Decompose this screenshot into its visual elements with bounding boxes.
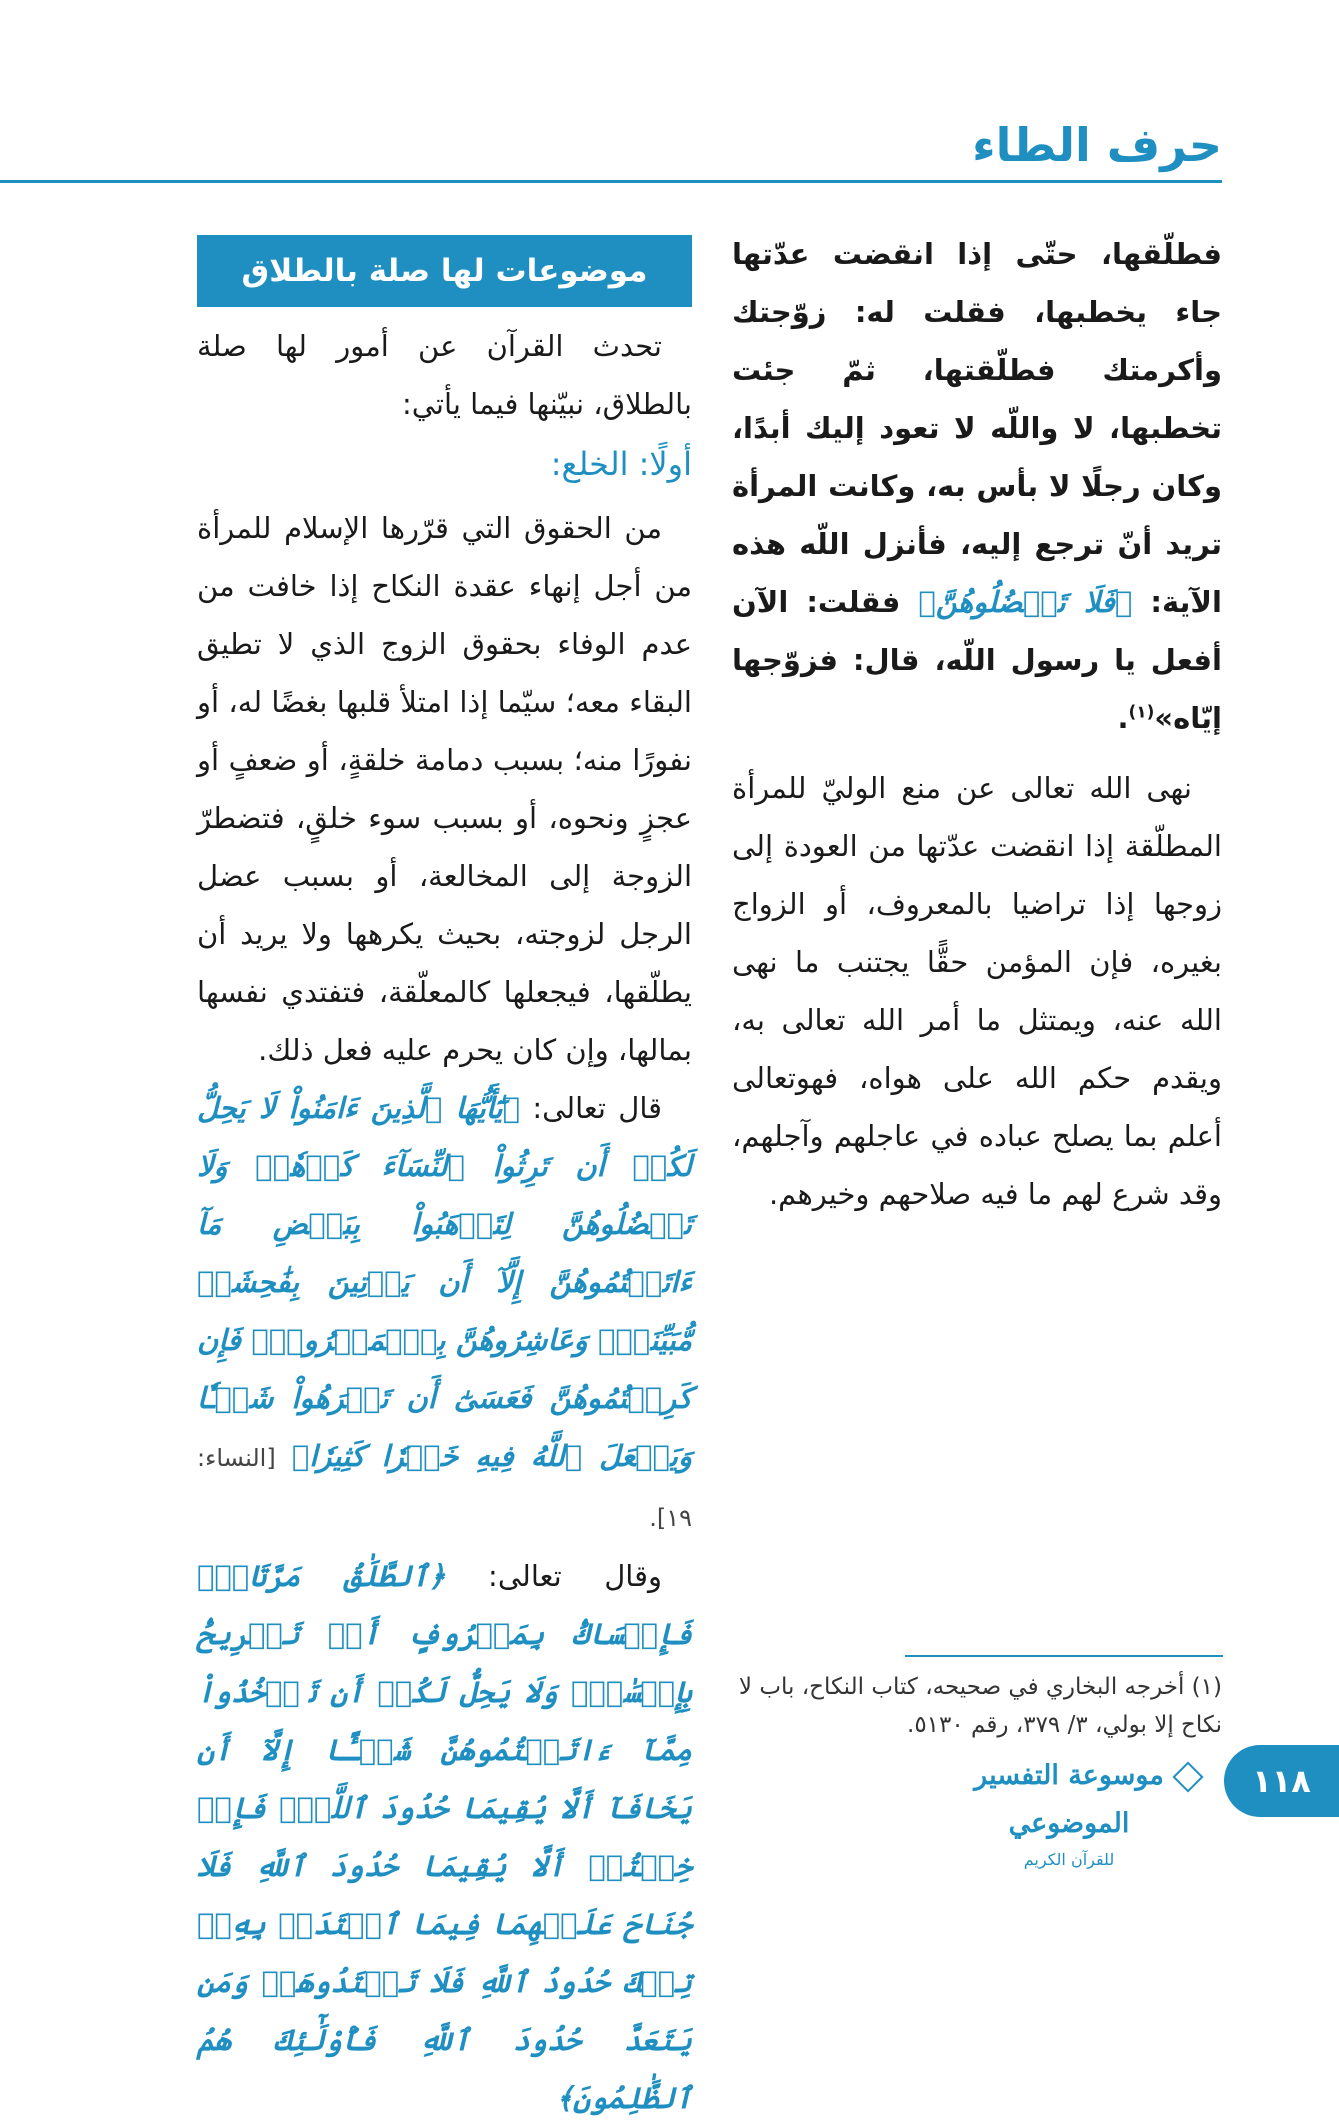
header-divider — [0, 180, 1222, 183]
logo-subtitle: للقرآن الكريم — [1023, 1850, 1115, 1869]
chapter-title: حرف الطاء — [972, 118, 1222, 172]
hadith-text-cont: فقلت: الآن أفعل يا رسول اللّه، قال: فزوّجها إيّاه» — [732, 585, 1222, 735]
khula-paragraph: من الحقوق التي قرّرها الإسلام للمرأة من أجل إنهاء عقدة النكاح إذا خافت من عدم الوفاء بحقوق الزوج الذي لا تطيق البقاء معه؛ سيّما إذا امتلأ قلبها بغضًا له، أو نفورًا منه؛ بسبب دمامة خلقةٍ، أو ضعفٍ أو عجزٍ ونحوه، أو بسبب سوء خلقٍ، فتضطرّ الزوجة إلى المخالعة، أو بسبب عضل الرجل لزوجته، بحيث يكرهها ولا يريد أن يطلّقها، فيجعلها كالمعلّقة، فتفتدي نفسها بمالها، وإن كان يحرم عليه فعل ذلك. — [197, 511, 692, 1067]
footnote-ref[interactable]: (١) — [1128, 702, 1155, 723]
verse-block-2 — [197, 1547, 692, 2127]
verse-reference-1: [النساء: ١٩]. — [197, 1444, 692, 1532]
page-number: ١١٨ — [1224, 1745, 1339, 1817]
logo-title: موسوعة التفسير الموضوعي — [974, 1760, 1164, 1839]
commentary-paragraph: نهى الله تعالى عن منع الوليّ للمرأة المطلّقة إذا انقضت عدّتها من العودة إلى زوجها إذا تراضيا بالمعروف، أو الزواج بغيره، فإن المؤمن حقًّا يجتنب ما نهى الله عنه، ويمتثل ما أمر الله تعالى به، ويقدم حكم الله على هواه، فهوتعالى أعلم بما يصلح عباده في عاجلهم وآجلهم، وقد شرع لهم ما فيه صلاحهم وخيرهم. — [732, 771, 1222, 1211]
intro-paragraph: تحدث القرآن عن أمور لها صلة بالطلاق، نبيّنها فيما يأتي: — [197, 329, 692, 421]
hadith-text: فطلّقها، حتّى إذا انقضت عدّتها جاء يخطبها، فقلت له: زوّجتك وأكرمتك فطلّقتها، ثمّ جئت تخطبها، لا واللّه لا تعود إليك أبدًا، وكان رجلًا لا بأس به، وكانت المرأة تريد أنّ ترجع إليه، فأنزل اللّه هذه الآية: — [732, 237, 1222, 619]
quran-verse-1: ﴿يَٰٓأَيُّهَا ٱلَّذِينَ ءَامَنُواْ لَا يَحِلُّ لَكُمۡ أَن تَرِثُواْ ٱلنِّسَآءَ كَرۡهٗاۖ وَلَا تَعۡضُلُوهُنَّ لِتَذۡهَبُواْ بِبَعۡضِ مَآ ءَاتَيۡتُمُوهُنَّ إِلَّآ أَن يَأۡتِينَ بِفَٰحِشَةٖ مُّبَيِّنَةٖۚ وَعَاشِرُوهُنَّ بِٱلۡمَعۡرُوفِۚ فَإِن كَرِهۡتُمُوهُنَّ فَعَسَىٰٓ أَن تَكۡرَهُواْ شَيۡـٔٗا وَيَجۡعَلَ ٱللَّهُ فِيهِ خَيۡرٗا كَثِيرٗا﴾ — [197, 1091, 692, 1473]
verse-intro-2: وقال تعالى: — [488, 1559, 663, 1593]
verse-intro-1: قال تعالى: — [532, 1091, 663, 1125]
right-column — [732, 225, 1222, 1223]
section-title: موضوعات لها صلة بالطلاق — [197, 235, 692, 307]
footnote: (١) أخرجه البخاري في صحيحه، كتاب النكاح، باب لا نكاح إلا بولي، ٣/ ٣٧٩، رقم ٥١٣٠. — [738, 1674, 1222, 1738]
footnote-divider — [905, 1655, 1223, 1657]
subheading-khula: أولًا: الخلع: — [550, 445, 692, 483]
quran-verse-2: ﴿ٱلطَّلَٰقُ مَرَّتَانِۖ فَإِمۡسَاكُۢ بِمَعۡرُوفٍ أَوۡ تَسۡرِيحُۢ بِإِحۡسَٰنٖۗ وَلَا يَحِلُّ لَكُمۡ أَن تَأۡخُذُواْ مِمَّآ ءَاتَيۡتُمُوهُنَّ شَيۡـًٔا إِلَّآ أَن يَخَافَآ أَلَّا يُقِيمَا حُدُودَ ٱللَّهِۖ فَإِنۡ خِفۡتُمۡ أَلَّا يُقِيمَا حُدُودَ ٱللَّهِ فَلَا جُنَاحَ عَلَيۡهِمَا فِيمَا ٱفۡتَدَتۡ بِهِۦۗ تِلۡكَ حُدُودُ ٱللَّهِ فَلَا تَعۡتَدُوهَاۚ وَمَن يَتَعَدَّ حُدُودَ ٱللَّهِ فَأُوْلَٰٓئِكَ هُمُ ٱلظَّٰلِمُونَ﴾ — [197, 1559, 692, 2115]
hadith-paragraph — [732, 225, 1222, 747]
quran-quote: ﴿فَلَا تَعۡضُلُوهُنَّ﴾ — [918, 585, 1133, 619]
encyclopedia-logo — [939, 1752, 1199, 1869]
left-column — [197, 235, 692, 2127]
verse-block-1 — [197, 1079, 692, 1547]
hadith-end: . — [1117, 701, 1129, 735]
